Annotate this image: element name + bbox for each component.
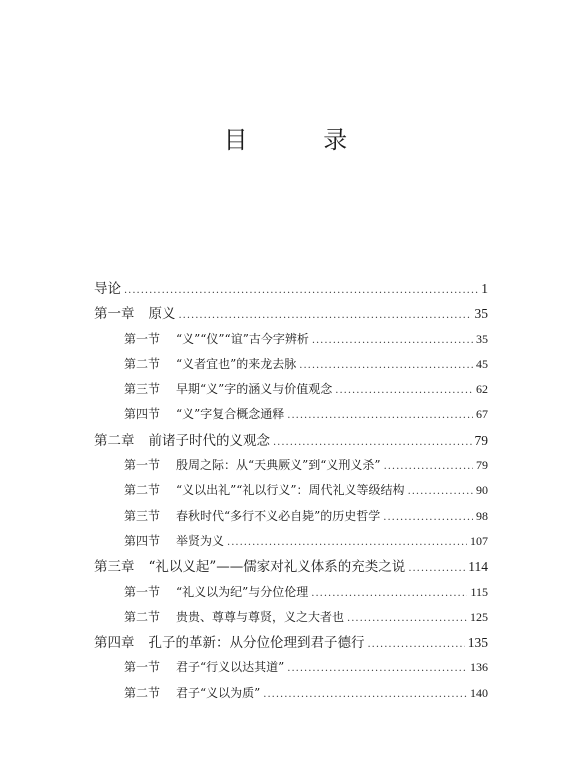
toc-entry-number: 第四节 (124, 407, 161, 422)
page-title: 目 录 (223, 126, 382, 154)
toc-leader-dots (384, 454, 473, 479)
toc-entry-number: 第四章 (94, 635, 135, 652)
toc-entry-page: 140 (470, 685, 488, 700)
toc-entry-number: 第一节 (124, 584, 161, 599)
toc-entry-page: 115 (470, 584, 488, 599)
toc-entry-title: “义”字复合概念通释 (176, 407, 285, 422)
toc-entry-chapter-1 (94, 301, 488, 326)
toc-leader-dots (383, 505, 473, 530)
toc-entry-title: 孔子的革新：从分位伦理到君子德行 (148, 635, 365, 652)
toc-leader-dots (273, 430, 472, 455)
toc-entry-page: 79 (474, 432, 488, 448)
toc-entry-number: 第一章 (94, 306, 135, 323)
toc-entry-page: 98 (476, 508, 488, 523)
toc-leader-dots (287, 403, 473, 428)
toc-entry-section (94, 605, 488, 630)
toc-leader-dots (347, 606, 467, 631)
toc-entry-title: 君子“行义以达其道” (176, 660, 285, 675)
toc-entry-section (94, 352, 488, 377)
toc-entry-number: 第二节 (124, 685, 161, 700)
toc-entry-number: 第三节 (124, 382, 161, 397)
toc-entry-number: 第二节 (124, 483, 161, 498)
toc-leader-dots (227, 530, 467, 555)
toc-entry-page: 107 (470, 533, 488, 548)
toc-entry-title: “义者宜也”的来龙去脉 (176, 356, 297, 371)
toc-leader-dots (299, 353, 473, 378)
toc-entry-section (94, 504, 488, 529)
toc-entry-section (94, 327, 488, 352)
toc-entry-title: “礼以义起”——儒家对礼义体系的充类之说 (148, 559, 406, 576)
toc-entry-page: 114 (468, 559, 488, 575)
toc-entry-page: 35 (476, 331, 488, 346)
toc-entry-title: 早期“义”字的涵义与价值观念 (176, 382, 333, 397)
toc-leader-dots (368, 632, 465, 657)
toc-entry-chapter-4 (94, 630, 488, 655)
toc-leader-dots (335, 378, 473, 403)
toc-entry-page: 35 (474, 306, 488, 322)
toc-leader-dots (408, 556, 465, 581)
toc-entry-page: 136 (470, 660, 488, 675)
toc-leader-dots (124, 278, 478, 303)
toc-entry-title: 贵贵、尊尊与尊贤，义之大者也 (176, 609, 345, 624)
table-of-contents (94, 276, 488, 706)
toc-leader-dots (287, 656, 467, 681)
toc-leader-dots (311, 581, 467, 606)
toc-entry-chapter-2 (94, 428, 488, 453)
toc-leader-dots (408, 479, 473, 504)
toc-entry-number: 第二节 (124, 356, 161, 371)
toc-entry-number: 导论 (94, 281, 121, 297)
toc-entry-chapter-3 (94, 554, 488, 579)
toc-entry-page: 90 (476, 483, 488, 498)
toc-entry-number: 第一节 (124, 331, 161, 346)
toc-leader-dots (312, 328, 473, 353)
toc-entry-title: 举贤为义 (176, 533, 225, 548)
toc-entry-number: 第二节 (124, 609, 161, 624)
toc-entry-title: 殷周之际：从“天典厥义”到“义刑义杀” (176, 458, 381, 473)
toc-entry-page: 62 (476, 382, 488, 397)
toc-entry-intro (94, 276, 488, 301)
toc-entry-section (94, 453, 488, 478)
toc-entry-page: 125 (470, 609, 488, 624)
toc-entry-number: 第二章 (94, 432, 135, 449)
toc-entry-title: 原义 (148, 306, 176, 323)
toc-entry-page: 1 (481, 281, 488, 296)
toc-entry-number: 第三节 (124, 508, 161, 523)
toc-entry-title: “义以出礼”“礼以行义”：周代礼义等级结构 (176, 483, 405, 498)
toc-entry-number: 第三章 (94, 559, 135, 576)
toc-entry-number: 第一节 (124, 458, 161, 473)
toc-entry-title: 春秋时代“多行不义必自毙”的历史哲学 (176, 508, 381, 523)
toc-entry-section (94, 580, 488, 605)
toc-entry-section (94, 377, 488, 402)
toc-entry-section (94, 529, 488, 554)
toc-entry-title: “礼义以为纪”与分位伦理 (176, 584, 309, 599)
toc-entry-page: 45 (476, 356, 488, 371)
toc-entry-title: 前诸子时代的义观念 (148, 432, 270, 449)
toc-entry-title: “义”“仪”“谊”古今字辨析 (176, 331, 309, 346)
toc-leader-dots (263, 682, 467, 707)
toc-entry-page: 79 (476, 458, 488, 473)
toc-entry-number: 第四节 (124, 533, 161, 548)
toc-entry-title: 君子“义以为质” (176, 685, 261, 700)
toc-entry-page: 67 (476, 407, 488, 422)
toc-entry-section (94, 655, 488, 680)
toc-entry-section (94, 681, 488, 706)
toc-entry-page: 135 (467, 635, 488, 651)
toc-entry-number: 第一节 (124, 660, 161, 675)
toc-leader-dots (179, 303, 472, 328)
toc-entry-section (94, 478, 488, 503)
toc-entry-section (94, 402, 488, 427)
